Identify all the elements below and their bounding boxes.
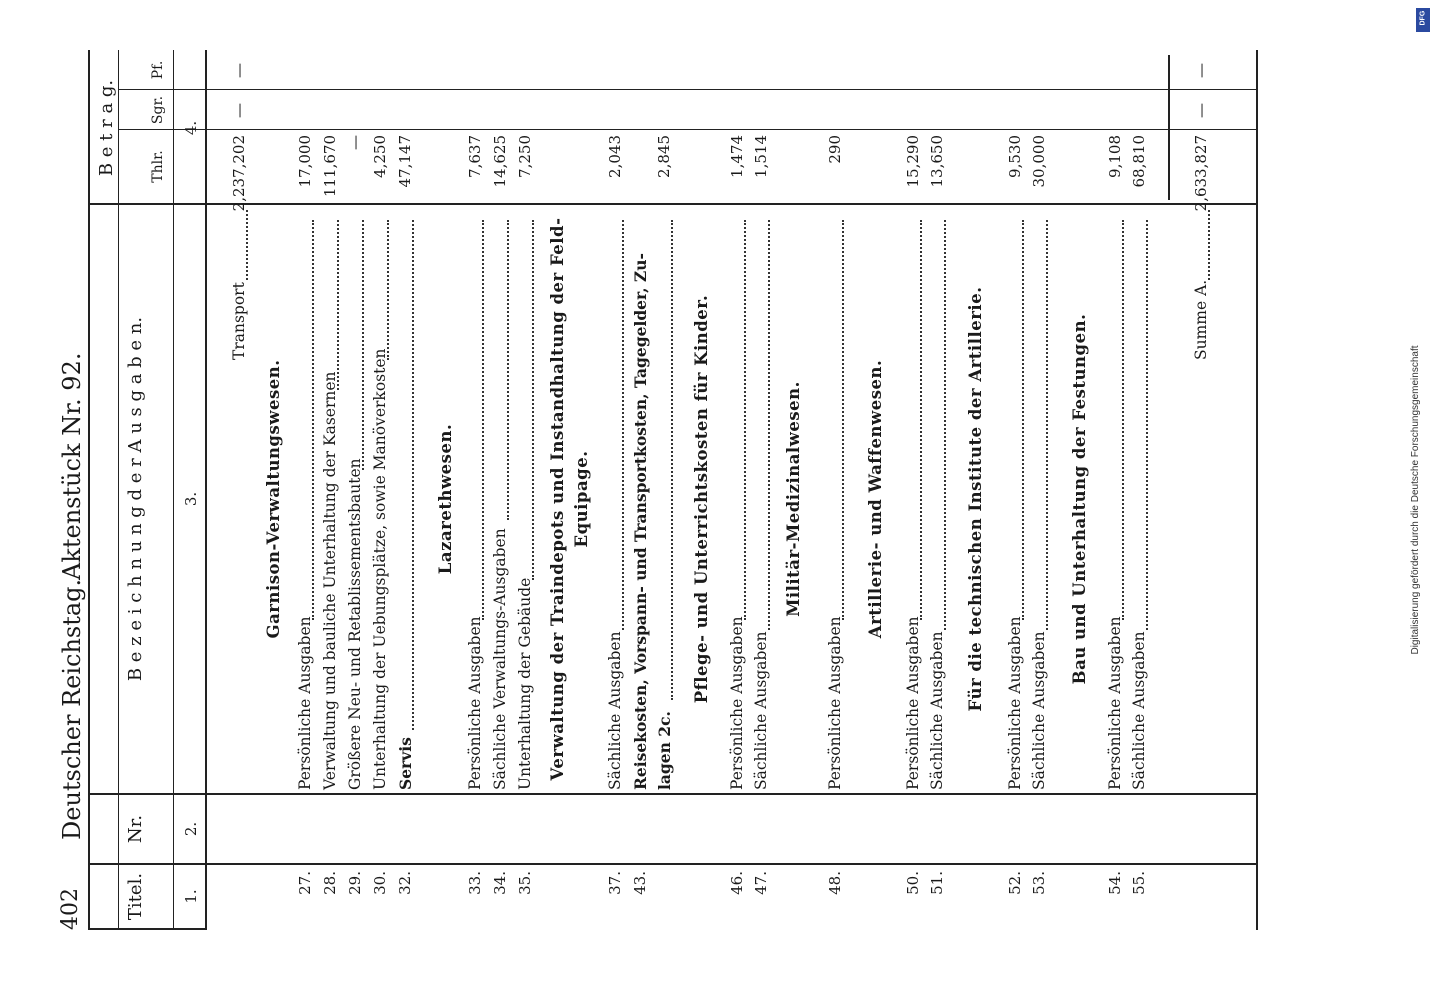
row-amount: 4,250 [371,135,389,178]
sgr-dash: — [1192,103,1210,118]
row-amount: 7,250 [516,135,534,178]
row-titel: 43. [631,871,649,895]
row-titel: 27. [296,871,314,895]
row-titel: 33. [466,871,484,895]
row-leader [387,220,389,360]
row-amount: — [346,135,364,150]
row-text: Persönliche Ausgaben [466,616,484,790]
row-text: Persönliche Ausgaben [1006,616,1024,790]
row-text: Sächliche Ausgaben [606,631,624,790]
row-text: Unterhaltung der Gebäude [516,577,534,790]
header-publication: Deutscher Reichstag. [58,578,86,840]
row-titel: 29. [346,871,364,895]
divider-titel-nr [88,863,1258,865]
row-leader [312,220,314,620]
col-bezeichnung-heading: B e z e i c h n u n g d e r A u s g a b e n. [125,316,146,682]
row-leader [412,220,414,730]
column-number-rule [173,50,174,930]
row-titel: 28. [321,871,339,895]
row-leader [507,220,509,520]
row-amount: 13,650 [928,135,946,188]
row-amount: 30,000 [1030,135,1048,188]
row-amount: 9,108 [1106,135,1124,178]
row-leader [744,220,746,620]
row-leader [482,220,484,620]
section-train-line-1: Verwaltung der Traindepots und Instandhaltung der Feld- [548,217,567,781]
row-titel: 37. [606,871,624,895]
section-technisch: Für die technischen Institute der Artillerie. [966,286,985,712]
row-titel: 53. [1030,871,1048,895]
row-titel: 47. [752,871,770,895]
pf-dash: — [230,63,248,78]
section-garnison: Garnison-Verwaltungswesen. [264,359,283,639]
col-number-3: 3. [182,491,200,507]
section-medizinal: Militär-Medizinalwesen. [784,381,803,617]
row-leader [337,220,339,390]
row-text: Persönliche Ausgaben [826,616,844,790]
table-left-edge [88,928,206,930]
row-titel: 55. [1130,871,1148,895]
row-leader [622,220,624,630]
row-leader [1122,220,1124,620]
section-lazareth: Lazarethwesen. [436,423,455,575]
pf-dash: — [1192,63,1210,78]
section-festungen: Bau und Unterhaltung der Festungen. [1070,313,1089,685]
row-leader [842,220,844,620]
row-leader [1146,220,1148,630]
header-bottom-rule [118,50,119,930]
digitization-credit: Digitalisierung gefördert durch die Deutsche Forschungsgemeinschaft [1410,345,1421,655]
col-thaler-heading: Thlr. [150,150,166,183]
row-text: Größere Neu- und Retablissementsbauten [346,458,364,790]
sgr-dash: — [230,103,248,118]
total-separator [1168,55,1170,200]
row-titel: 54. [1106,871,1124,895]
row-text: Unterhaltung der Uebungsplätze, sowie Manöverkosten [371,348,389,790]
row-text: Persönliche Ausgaben [728,616,746,790]
col-number-1: 1. [182,889,200,904]
row-amount: 68,810 [1130,135,1148,188]
row-titel: 34. [491,871,509,895]
row-text: Sächliche Ausgaben [928,631,946,790]
dfg-logo: DFG [1416,8,1430,32]
row-titel: 32. [396,871,414,895]
row-text: Reisekosten, Vorspann- und Transportkosten, Tagegelder, Zu- [631,253,650,790]
total-label: Summe A. [1192,279,1210,360]
row-amount: 2,845 [655,135,673,178]
row-text: Sächliche Ausgaben [752,631,770,790]
row-leader [1046,220,1048,630]
row-titel: 30. [371,871,389,895]
body-top-rule [205,50,207,930]
col-pf-heading: Pf. [150,60,166,80]
col-titel-heading: Titel. [125,872,146,921]
row-text: Sächliche Ausgaben [1030,631,1048,790]
row-amount: 14,625 [491,135,509,188]
row-text: Persönliche Ausgaben [904,616,922,790]
row-leader [671,220,673,700]
row-text: Persönliche Ausgaben [296,616,314,790]
col-number-2: 2. [182,821,200,837]
transport-amount: 2,237,202 [230,135,248,212]
divider-thaler-sgr [118,129,1258,130]
section-pflege: Pflege- und Unterrichtskosten für Kinder. [692,294,711,704]
section-artillerie: Artillerie- und Waffenwesen. [866,359,885,639]
row-text: Verwaltung und bauliche Unterhaltung der Kasernen [321,371,339,790]
table-bottom-rule [1256,50,1258,930]
row-amount: 1,474 [728,135,746,178]
row-text: Persönliche Ausgaben [1106,616,1124,790]
header-document-number: Aktenstück Nr. 92. [58,352,86,580]
divider-sgr-pf [118,89,1258,90]
col-nr-heading: Nr. [125,814,146,844]
divider-nr-bezeichnung [88,793,1258,795]
row-amount: 290 [826,135,844,164]
row-leader [920,220,922,620]
row-text: Servis [396,737,415,790]
row-titel: 51. [928,871,946,895]
row-titel: 50. [904,871,922,895]
page-number: 402 [58,888,83,930]
row-amount: 111,670 [321,135,339,198]
row-leader [944,220,946,630]
section-train-line-2: Equipage. [572,450,591,548]
row-amount: 15,290 [904,135,922,188]
row-amount: 2,043 [606,135,624,178]
total-amount: 2,633,827 [1192,135,1210,212]
row-amount: 1,514 [752,135,770,178]
row-text: Sächliche Verwaltungs-Ausgaben [491,528,509,790]
row-leader [532,220,534,580]
row-titel: 52. [1006,871,1024,895]
row-leader [768,220,770,630]
col-betrag-heading: B e t r a g. [96,79,117,177]
row-leader [362,220,364,470]
table-top-rule [88,50,90,930]
transport-label: Transport [230,282,248,360]
row-text-continuation: lagen 2c. [655,711,674,790]
col-sgr-heading: Sgr. [150,95,166,125]
row-amount: 17,000 [296,135,314,188]
col-number-4: 4. [182,120,200,136]
row-titel: 48. [826,871,844,895]
row-amount: 9,530 [1006,135,1024,178]
row-text: Sächliche Ausgaben [1130,631,1148,790]
row-titel: 46. [728,871,746,895]
row-amount: 47,147 [396,135,414,188]
row-leader [1022,220,1024,620]
row-amount: 7,637 [466,135,484,178]
row-titel: 35. [516,871,534,895]
